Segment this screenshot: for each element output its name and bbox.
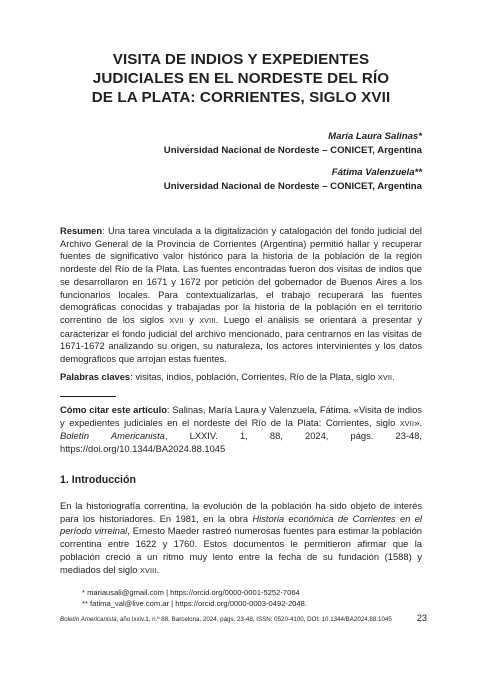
divider-rule [60,396,116,397]
abstract-label: Resumen [60,226,103,236]
author-affiliation: Universidad Nacional de Nordeste – CONICET, Argentina [163,145,422,156]
abstract [60,225,422,366]
article-title [60,50,422,107]
citation-text: : Salinas, María Laura y Valenzuela, Fátima. «Visita de indios y expedientes judiciales en el nordeste del Río de la Plata: Corrientes, siglo [60,405,422,428]
keywords [60,371,422,385]
author-block-1 [164,130,422,158]
section-heading: 1. Introducción [60,474,136,486]
author-block-2 [164,166,422,194]
abstract-text-cont: . Luego el análisis se orientará a presentar y caracterizar el fondo judicial del archivo mencionado, para centrarnos en las visitas de 1671-1672 analizando su origen, su naturaleza, los actores intervinientes y los datos demográficos que arrojan estas fuentes. [60,314,422,365]
century-smallcaps: XVII [169,315,184,325]
page-number: 23 [416,613,427,623]
footnote-1: * mariausali@gmail.com | https://orcid.org/0000-0001-5252-7064 [82,588,300,597]
citation-label: Cómo citar este artículo [60,405,167,415]
intro-text-cont: , Ernesto Maeder rastreó numerosas fuentes para estimar la población correntina entre 1622 y 1760. Estos documentos le permitieron afirmar que la población creció a un ritmo muy lento entre la fecha de su fundación (1588) y mediados del siglo [60,526,423,575]
century-smallcaps: XVII [377,373,393,382]
century-smallcaps: XVIII [199,315,216,325]
intro-paragraph [60,500,422,577]
intro-book-title: Historia económica de Corrientes en el período virreinal [60,513,423,537]
century-smallcaps: XVIII [140,565,157,575]
running-footer [60,615,430,625]
footnote-2: ** fatima_val@live.com.ar | https://orcid.org/0000-0003-0492-2048. [82,599,307,609]
title-line-3: DE LA PLATA: CORRIENTES, SIGLO XVII [91,89,391,106]
citation [60,404,422,456]
title-line-1: VISITA DE INDIOS Y EXPEDIENTES [112,51,370,68]
author-affiliation: Universidad Nacional de Nordeste – CONICET, Argentina [163,181,422,192]
citation-journal: Boletín Americanista [60,431,165,442]
author-name: Fátima Valenzuela** [331,167,422,178]
abstract-text-conj: y [183,314,200,325]
title-line-2: JUDICIALES EN EL NORDESTE DEL RÍO [92,70,390,87]
intro-end: . [156,564,160,575]
citation-text-details: , LXXIV. 1, 88, 2024, págs. 23-48, https://doi.org/10.1344/BA2024.88.1045 [60,431,423,455]
intro-text: En la historiografía correntina, la evolución de la población ha sido objeto de interés para los historiadores. En 1981, en la obra [60,501,422,524]
keywords-label: Palabras claves [60,372,131,382]
footnotes [82,587,307,609]
keywords-text: : visitas, indios, población, Corrientes, Río de la Plata, siglo [130,372,378,382]
century-smallcaps: XVII [399,418,415,428]
keywords-end: . [392,372,395,382]
citation-text-quote-end: ». [414,417,422,428]
footer-journal: Boletín Americanista [60,616,117,623]
abstract-text: : Una tarea vinculada a la digitalización y catalogación del fondo judicial del Archivo General de la Provincia de Corrientes (Argentina) permitió hallar y recuperar fuentes de significativo valor histórico para la historia de la población de la región nordeste del Río de la Plata. Las fuentes encontradas fueron dos visitas de indios que se desarrollaron en 1671 y 1672 por petición del gobernador de Buenos Aires a los funcionarios locales. Para contextualizarlas, el trabajo recuperará las fuentes demográficas conocidas y trabajadas por la historia de la población en el territorio correntino de los siglos [60,226,422,325]
author-name: María Laura Salinas* [328,131,422,142]
footer-details: , año lxxiv.1, n.º 88, Barcelona, 2024, págs. 23-48, ISSN: 0520-4100, DOI: 10.1344/BA2024.88.1045 [116,616,392,623]
